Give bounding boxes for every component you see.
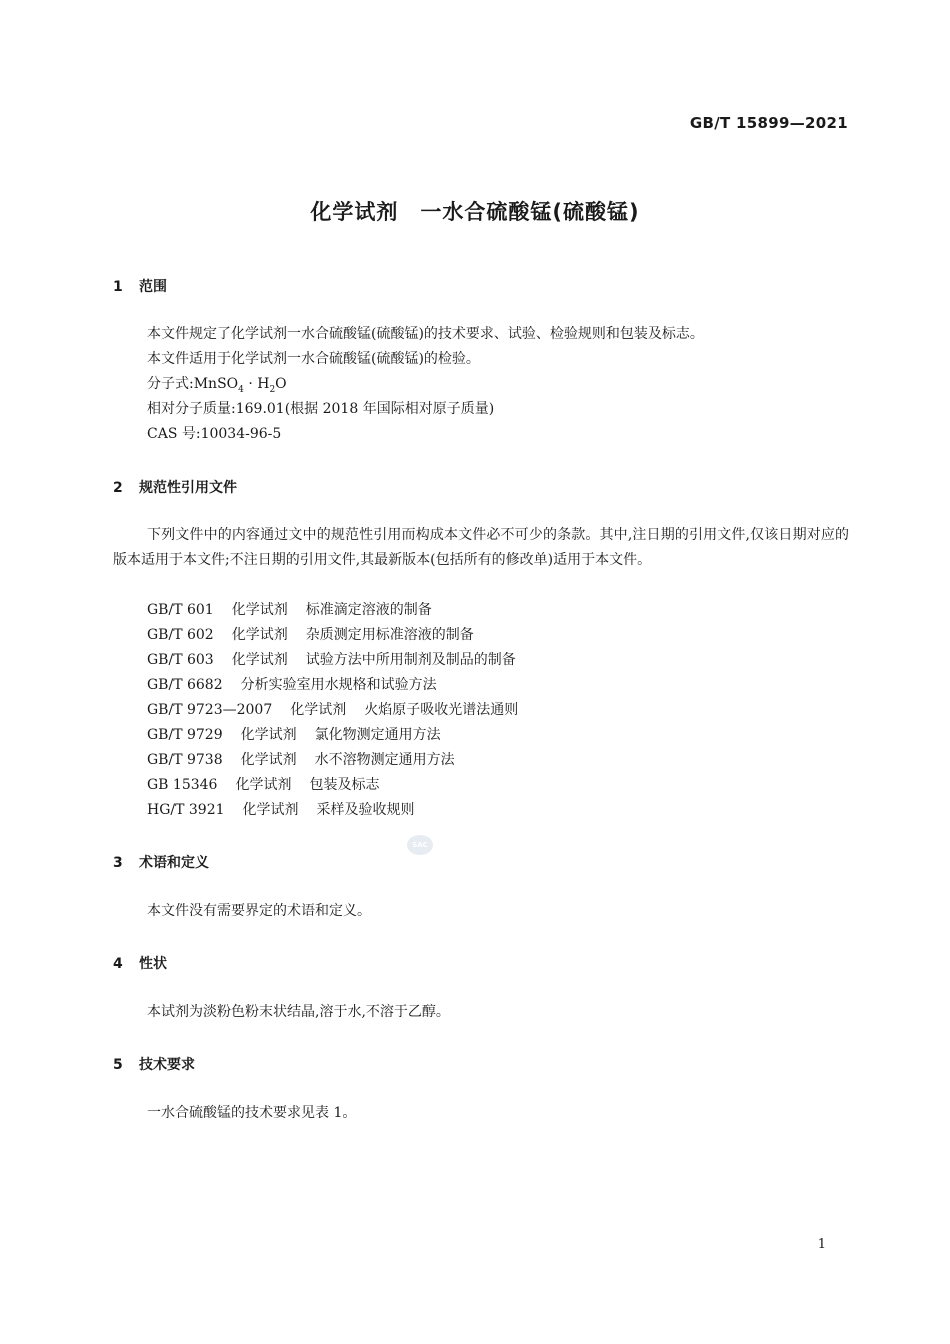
- section-title: 术语和定义: [139, 855, 209, 871]
- reference-title: 包装及标志: [309, 777, 380, 793]
- section-number: 2: [113, 480, 123, 496]
- molecular-mass: 相对分子质量:169.01(根据 2018 年国际相对原子质量): [147, 401, 495, 417]
- reference-title: 试验方法中所用制剂及制品的制备: [305, 652, 516, 668]
- reference-name: 化学试剂: [231, 627, 288, 643]
- reference-item: [147, 773, 379, 798]
- standard-code: GB/T 15899—2021: [689, 114, 848, 132]
- reference-name: 化学试剂: [240, 752, 297, 768]
- reference-item: [147, 748, 455, 773]
- reference-item: [147, 798, 415, 823]
- reference-title: 标准滴定溶液的制备: [305, 602, 432, 618]
- reference-code: GB/T 602: [147, 627, 214, 643]
- section-5-heading: [113, 1054, 195, 1074]
- normative-references-intro: 下列文件中的内容通过文中的规范性引用而构成本文件必不可少的条款。其中,注日期的引用文件,仅该日期对应的版本适用于本文件;不注日期的引用文件,其最新版本(包括所有的修改单)适用于本文件。: [113, 527, 849, 568]
- reference-item: [147, 623, 474, 648]
- section-1-heading: [113, 276, 167, 296]
- reference-item: [147, 648, 516, 673]
- section-number: 3: [113, 855, 123, 871]
- reference-name: 化学试剂: [231, 602, 288, 618]
- scope-paragraph-2: 本文件适用于化学试剂一水合硫酸锰(硫酸锰)的检验。: [147, 351, 480, 367]
- section-number: 5: [113, 1057, 123, 1073]
- technical-requirements-paragraph: 一水合硫酸锰的技术要求见表 1。: [147, 1105, 357, 1121]
- section-title: 规范性引用文件: [139, 480, 237, 496]
- formula-part: O: [275, 376, 287, 392]
- section-4-heading: [113, 953, 167, 973]
- reference-title: 水不溶物测定通用方法: [314, 752, 455, 768]
- reference-name: 化学试剂: [235, 777, 292, 793]
- page-number: 1: [817, 1237, 826, 1252]
- reference-code: GB/T 9729: [147, 727, 223, 743]
- reference-name: 化学试剂: [240, 727, 297, 743]
- terms-paragraph: 本文件没有需要界定的术语和定义。: [147, 903, 371, 919]
- reference-code: GB/T 9738: [147, 752, 223, 768]
- reference-name: 化学试剂: [290, 702, 347, 718]
- section-title: 技术要求: [139, 1057, 195, 1073]
- properties-paragraph: 本试剂为淡粉色粉末状结晶,溶于水,不溶于乙醇。: [147, 1004, 450, 1020]
- reference-title: 氯化物测定通用方法: [314, 727, 441, 743]
- section-2-heading: [113, 477, 237, 497]
- reference-code: GB/T 9723—2007: [147, 702, 273, 718]
- formula-part: · H: [243, 376, 270, 392]
- reference-name: 分析实验室用水规格和试验方法: [240, 677, 437, 693]
- scope-paragraph-1: 本文件规定了化学试剂一水合硫酸锰(硫酸锰)的技术要求、试验、检验规则和包装及标志。: [147, 326, 704, 342]
- reference-code: GB/T 603: [147, 652, 214, 668]
- formula-subscript: 4: [238, 384, 244, 395]
- reference-name: 化学试剂: [242, 802, 299, 818]
- reference-item: [147, 698, 518, 723]
- reference-title: 火焰原子吸收光谱法通则: [364, 702, 519, 718]
- reference-code: GB 15346: [147, 777, 218, 793]
- formula-label: 分子式:: [147, 376, 194, 392]
- reference-name: 化学试剂: [231, 652, 288, 668]
- section-number: 1: [113, 279, 123, 295]
- reference-title: 杂质测定用标准溶液的制备: [305, 627, 474, 643]
- section-number: 4: [113, 956, 123, 972]
- cas-number: CAS 号:10034-96-5: [147, 426, 282, 442]
- section-3-heading: [113, 852, 209, 872]
- reference-item: [147, 598, 432, 623]
- section-title: 范围: [139, 279, 167, 295]
- reference-item: [147, 673, 437, 698]
- reference-item: [147, 723, 441, 748]
- sac-watermark-logo: SAC: [407, 835, 433, 855]
- formula-subscript: 2: [269, 384, 276, 395]
- reference-title: 采样及验收规则: [316, 802, 415, 818]
- section-title: 性状: [139, 956, 167, 972]
- reference-code: GB/T 6682: [147, 677, 223, 693]
- reference-code: HG/T 3921: [147, 802, 225, 818]
- formula-part: MnSO: [193, 376, 239, 392]
- document-title: 化学试剂 一水合硫酸锰(硫酸锰): [310, 200, 640, 224]
- reference-code: GB/T 601: [147, 602, 214, 618]
